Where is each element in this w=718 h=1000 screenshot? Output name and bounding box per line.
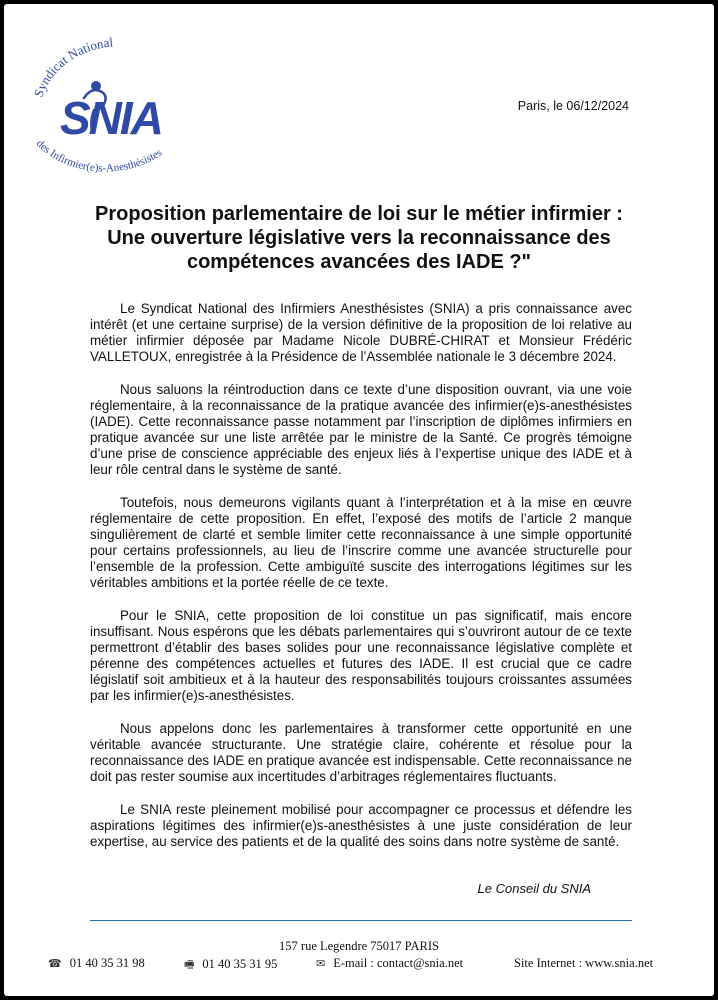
document-body xyxy=(90,301,632,867)
title-line: compétences avancées des IADE ?" xyxy=(186,251,532,273)
footer-fax xyxy=(184,956,277,975)
paragraph: Toutefois, nous demeurons vigilants quant à l’interprétation et à la mise en œuvre réglementaire de cette proposition. En effet, l’exposé des motifs de l’article 2 manque singulièrement de clarté et semble limiter cette reconnaissance à une simple opportunité pour certains professionnels, au lieu de l’inscrire comme une avancée structurelle pour l’ensemble de la profession. Cette ambiguïté suscite des interrogations légitimes sur les véritables ambitions et la portée réelle de ce texte. xyxy=(90,495,632,590)
title-line: Proposition parlementaire de loi sur le métier infirmier : xyxy=(95,203,623,225)
footer-phone xyxy=(48,956,145,971)
email-address[interactable]: E-mail : contact@snia.net xyxy=(333,956,464,970)
logo-bottom-text: des Infirmier(e)s-Anesthésistes xyxy=(33,137,165,175)
fax-icon: 🖷 xyxy=(184,959,195,971)
phone-number: 01 40 35 31 98 xyxy=(69,956,145,970)
fax-number: 01 40 35 31 95 xyxy=(202,957,278,971)
logo-top-text: Syndicat National xyxy=(30,36,114,100)
logo-head-icon xyxy=(91,81,101,91)
logo-acronym: SNIA xyxy=(60,92,162,144)
title-line: Une ouverture législative vers la reconnaissance des xyxy=(107,227,611,249)
document-page xyxy=(4,4,714,996)
footer-website[interactable]: Site Internet : www.snia.net xyxy=(514,956,654,970)
email-icon: ✉ xyxy=(316,958,326,970)
place-date: Paris, le 06/12/2024 xyxy=(517,99,629,113)
footer-email xyxy=(316,956,463,971)
document-title xyxy=(44,202,674,274)
signature: Le Conseil du SNIA xyxy=(477,881,591,896)
telephone-icon: ☎ xyxy=(48,958,62,970)
footer-divider xyxy=(90,920,632,921)
paragraph: Pour le SNIA, cette proposition de loi constitue un pas significatif, mais encore insuffisant. Nous espérons que les débats parlementaires qui s’ouvriront autour de ce texte permettront d’établir des bases solides pour une reconnaissance législative complète et pérenne des compétences actuelles et futures des IADE. Il est crucial que ce cadre législatif soit ambitieux et à la hauteur des responsabilités toujours croissantes assumées par les infirmier(e)s-anesthésistes. xyxy=(90,608,632,703)
paragraph: Nous appelons donc les parlementaires à transformer cette opportunité en une véritable avancée structurante. Une stratégie claire, cohérente et résolue pour la reconnaissance des IADE en pratique avancée est indispensable. Cette reconnaissance ne doit pas rester soumise aux incertitudes d’arbitrages réglementaires fluctuants. xyxy=(90,721,632,784)
paragraph: Nous saluons la réintroduction dans ce texte d’une disposition ouvrant, via une voie réglementaire, à la reconnaissance de la pratique avancée des infirmier(e)s-anesthésistes (IADE). Cette reconnaissance passe notamment par l’inscription de diplômes infirmiers en pratique avancée sur une liste arrêtée par le ministre de la Santé. Ce progrès témoigne d’une prise de conscience appréciable des enjeux liés à l’expertise unique des IADE et à leur rôle central dans le système de santé. xyxy=(90,382,632,477)
footer-address: 157 rue Legendre 75017 PARIS xyxy=(279,939,439,953)
snia-logo xyxy=(26,36,196,196)
paragraph: Le SNIA reste pleinement mobilisé pour accompagner ce processus et défendre les aspirations légitimes des infirmier(e)s-anesthésistes à une juste considération de leur expertise, au service des patients et de la qualité des soins dans notre système de santé. xyxy=(90,802,632,849)
paragraph: Le Syndicat National des Infirmiers Anesthésistes (SNIA) a pris connaissance avec intérêt (et une certaine surprise) de la version définitive de la proposition de loi relative au métier infirmier déposée par Madame Nicole DUBRÉ-CHIRAT et Monsieur Frédéric VALLETOUX, enregistrée à la Présidence de l’Assemblée nationale le 3 décembre 2024. xyxy=(90,301,632,364)
